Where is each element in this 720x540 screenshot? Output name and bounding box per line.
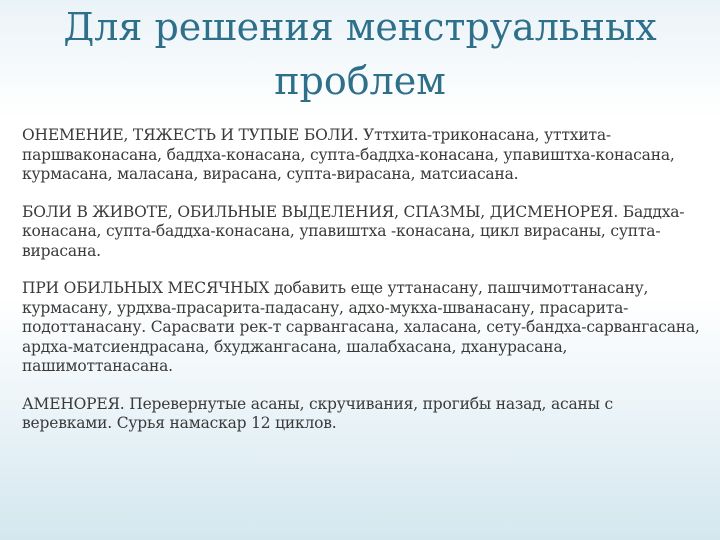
paragraph-abdominal-pain: БОЛИ В ЖИВОТЕ, ОБИЛЬНЫЕ ВЫДЕЛЕНИЯ, СПАЗМЫ, ДИСМЕНОРЕЯ. Баддха-конасана, супта-баддха-конасана, упавиштха -конасана, цикл вирасаны, супта-вирасана. <box>22 202 685 260</box>
paragraph-numbness: ОНЕМЕНИЕ, ТЯЖЕСТЬ И ТУПЫЕ БОЛИ. Уттхита-триконасана, уттхита-паршваконасана, баддха-конасана, супта-баддха-конасана, упавиштха-конасана, курмасана, маласана, вирасана, супта-вирасана, матсиасана. <box>22 126 675 183</box>
paragraph-amenorrhea: АМЕНОРЕЯ. Перевернутые асаны, скручивания, прогибы назад, асаны с веревками. Сурья намаскар 12 циклов. <box>22 394 614 432</box>
slide-title: Для решения менструальных проблем <box>63 5 657 103</box>
paragraph-heavy-menstruation: ПРИ ОБИЛЬНЫХ МЕСЯЧНЫХ добавить еще уттанасану, пашчимоттанасану, курмасану, урдхва-прасарита-падасану, адхо-мукха-шванасану, прасарита-подоттанасану. Сарасвати рек-т сарвангасана, халасана, сету-бандха-сарвангасана, ардха-матсиендрасана, бхуджангасана, шалабхасана, дханурасана, пашимоттанасана. <box>22 279 700 375</box>
slide-body <box>22 126 702 434</box>
